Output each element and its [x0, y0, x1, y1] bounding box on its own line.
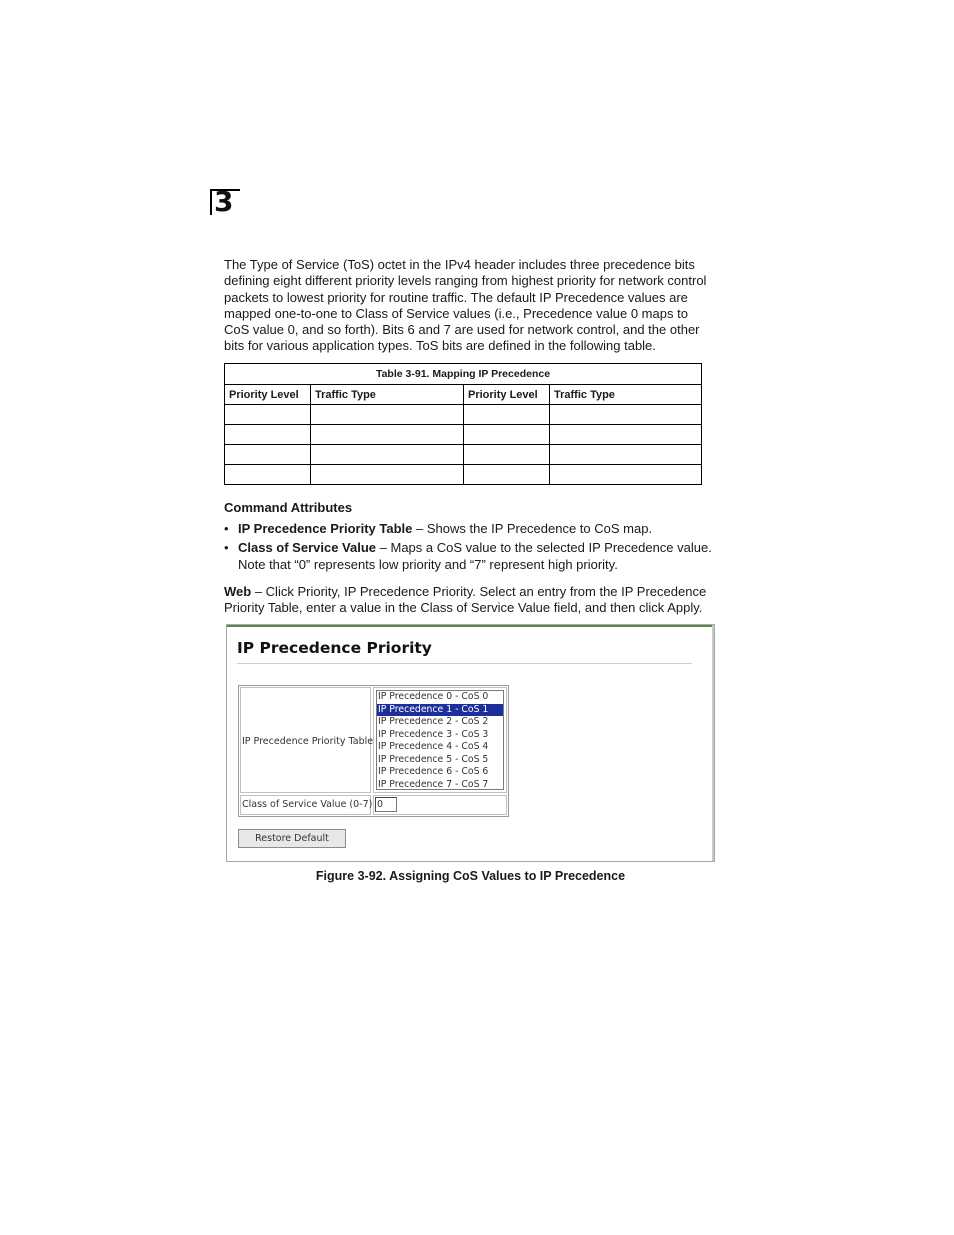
- table-cell: [225, 445, 311, 465]
- priority-form: [238, 685, 509, 817]
- list-option[interactable]: IP Precedence 5 - CoS 5: [378, 753, 489, 765]
- cos-label-cell: [240, 795, 371, 815]
- page-title: IP Precedence Priority: [237, 639, 432, 657]
- chapter-number: 3: [214, 185, 234, 218]
- table-cell: [550, 445, 702, 465]
- list-option[interactable]: IP Precedence 7 - CoS 7: [378, 778, 489, 790]
- table-cell: [311, 405, 464, 425]
- attribute-term: IP Precedence Priority Table: [238, 521, 413, 536]
- panel-right-edge: [712, 625, 714, 861]
- list-option[interactable]: IP Precedence 6 - CoS 6: [378, 766, 489, 777]
- cos-value-input[interactable]: [375, 797, 397, 812]
- listbox-cell: [373, 687, 507, 793]
- list-option[interactable]: IP Precedence 4 - CoS 4: [378, 741, 489, 752]
- table-cell: [311, 465, 464, 485]
- table-cell: [464, 405, 550, 425]
- table-caption: Table 3-91. Mapping IP Precedence: [225, 364, 702, 385]
- header-priority-level: Priority Level: [464, 385, 550, 405]
- mapping-table: [224, 363, 702, 485]
- table-label-cell: [240, 687, 374, 793]
- web-term: Web: [224, 584, 252, 599]
- table-cell: [550, 465, 702, 485]
- figure-caption: Figure 3-92. Assigning CoS Values to IP Precedence: [315, 869, 626, 883]
- table-row: [225, 445, 702, 465]
- list-item: • IP Precedence Priority Table – Shows the IP Precedence to CoS map.: [224, 521, 653, 536]
- header-traffic-type: Traffic Type: [550, 385, 702, 405]
- table-cell: [225, 465, 311, 485]
- table-cell: [225, 405, 311, 425]
- web-paragraph: [224, 584, 716, 617]
- command-attributes-heading: Command Attributes: [224, 500, 353, 515]
- priority-table-listbox[interactable]: [376, 690, 504, 790]
- attribute-list: [224, 521, 716, 576]
- panel-top-bar: [227, 625, 714, 627]
- intro-paragraph: The Type of Service (ToS) octet in the IPv4 header includes three precedence bits defining eight different priority levels ranging from highest priority for network control packets to lowest priority for routine traffic. The default IP Precedence values are mapped one-to-one to Class of Service values (i.e., Precedence value 0 maps to CoS value 0, and so forth). Bits 6 and 7 are used for network control, and the other bits for various application types. ToS bits are defined in the following table.: [224, 257, 707, 354]
- header-traffic-type: Traffic Type: [311, 385, 464, 405]
- header-priority-level: Priority Level: [225, 385, 311, 405]
- list-item: • Class of Service Value – Maps a CoS value to the selected IP Precedence value. Note that “0” represents low priority and “7” represent high priority.: [224, 540, 712, 572]
- table-cell: [311, 445, 464, 465]
- web-text: – Click Priority, IP Precedence Priority. Select an entry from the IP Precedence Priority Table, enter a value in the Class of Service Value field, and then click Apply.: [224, 584, 707, 616]
- attribute-text: – Maps a CoS value to the selected IP Precedence value. Note that “0” represents low priority and “7” represent high priority.: [238, 540, 712, 572]
- cos-value-label: Class of Service Value (0-7): [242, 799, 373, 810]
- table-cell: [464, 465, 550, 485]
- table-row: [225, 425, 702, 445]
- table-row: [225, 465, 702, 485]
- title-divider: [237, 663, 692, 664]
- table-cell: [550, 425, 702, 445]
- screenshot-figure: [226, 624, 715, 862]
- attribute-term: Class of Service Value: [238, 540, 377, 556]
- table-cell: [225, 425, 311, 445]
- table-cell: [311, 425, 464, 445]
- list-option-selected[interactable]: IP Precedence 1 - CoS 1: [377, 704, 503, 717]
- list-option[interactable]: IP Precedence 0 - CoS 0: [378, 691, 489, 702]
- list-option[interactable]: IP Precedence 2 - CoS 2: [378, 716, 489, 727]
- table-cell: [464, 425, 550, 445]
- priority-table-label: IP Precedence Priority Table: [242, 736, 374, 747]
- table-row: [225, 405, 702, 425]
- table-cell: [550, 405, 702, 425]
- table-cell: [464, 445, 550, 465]
- restore-default-button[interactable]: Restore Default: [238, 829, 346, 848]
- attribute-text: – Shows the IP Precedence to CoS map.: [412, 521, 653, 536]
- list-option[interactable]: IP Precedence 3 - CoS 3: [378, 728, 489, 740]
- cos-input-cell: [373, 795, 507, 815]
